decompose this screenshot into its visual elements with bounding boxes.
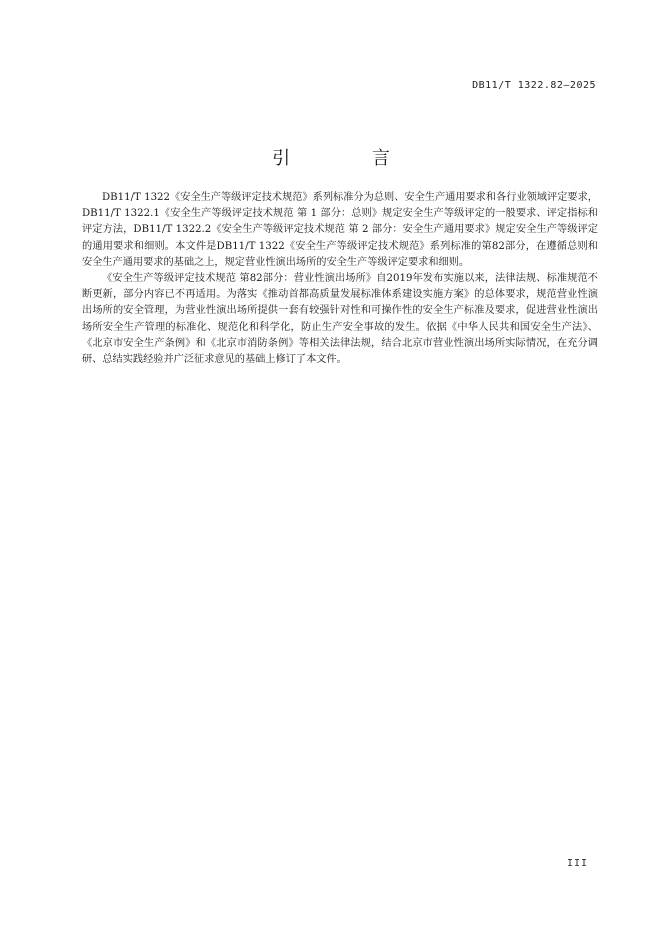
page-number: III [566, 858, 588, 869]
document-code: DB11/T 1322.82—2025 [472, 80, 596, 91]
paragraph: DB11/T 1322《安全生产等级评定技术规范》系列标准分为总则、安全生产通用要求和各行业领域评定要求，DB11/T 1322.1《安全生产等级评定技术规范 第 1 部分：总则》规定安全生产等级评定的一般要求、评定指标和评定方法，DB11/T 1322.2《安全生产等级评定技术规范 第 2 部分：安全生产通用要求》规定安全生产等级评定的通用要求和细则。本文件是DB11/T 1322《安全生产等级评定技术规范》系列标准的第82部分，在遵循总则和安全生产通用要求的基础之上，规定营业性演出场所的安全生产等级评定要求和细则。 [82, 192, 598, 268]
body-text [82, 190, 598, 368]
paragraph: 《安全生产等级评定技术规范 第82部分：营业性演出场所》自2019年发布实施以来，法律法规、标准规范不断更新，部分内容已不再适用。为落实《推动首都高质量发展标准体系建设实施方案》的总体要求，规范营业性演出场所的安全管理，为营业性演出场所提供一套有较强针对性和可操作性的安全生产标准及要求，促进营业性演出场所安全生产管理的标准化、规范化和科学化，防止生产安全事故的发生。依据《中华人民共和国安全生产法》、《北京市安全生产条例》和《北京市消防条例》等相关法律法规，结合北京市营业性演出场所实际情况，在充分调研、总结实践经验并广泛征求意见的基础上修订了本文件。 [82, 273, 598, 366]
section-title: 引 言 [272, 148, 428, 169]
